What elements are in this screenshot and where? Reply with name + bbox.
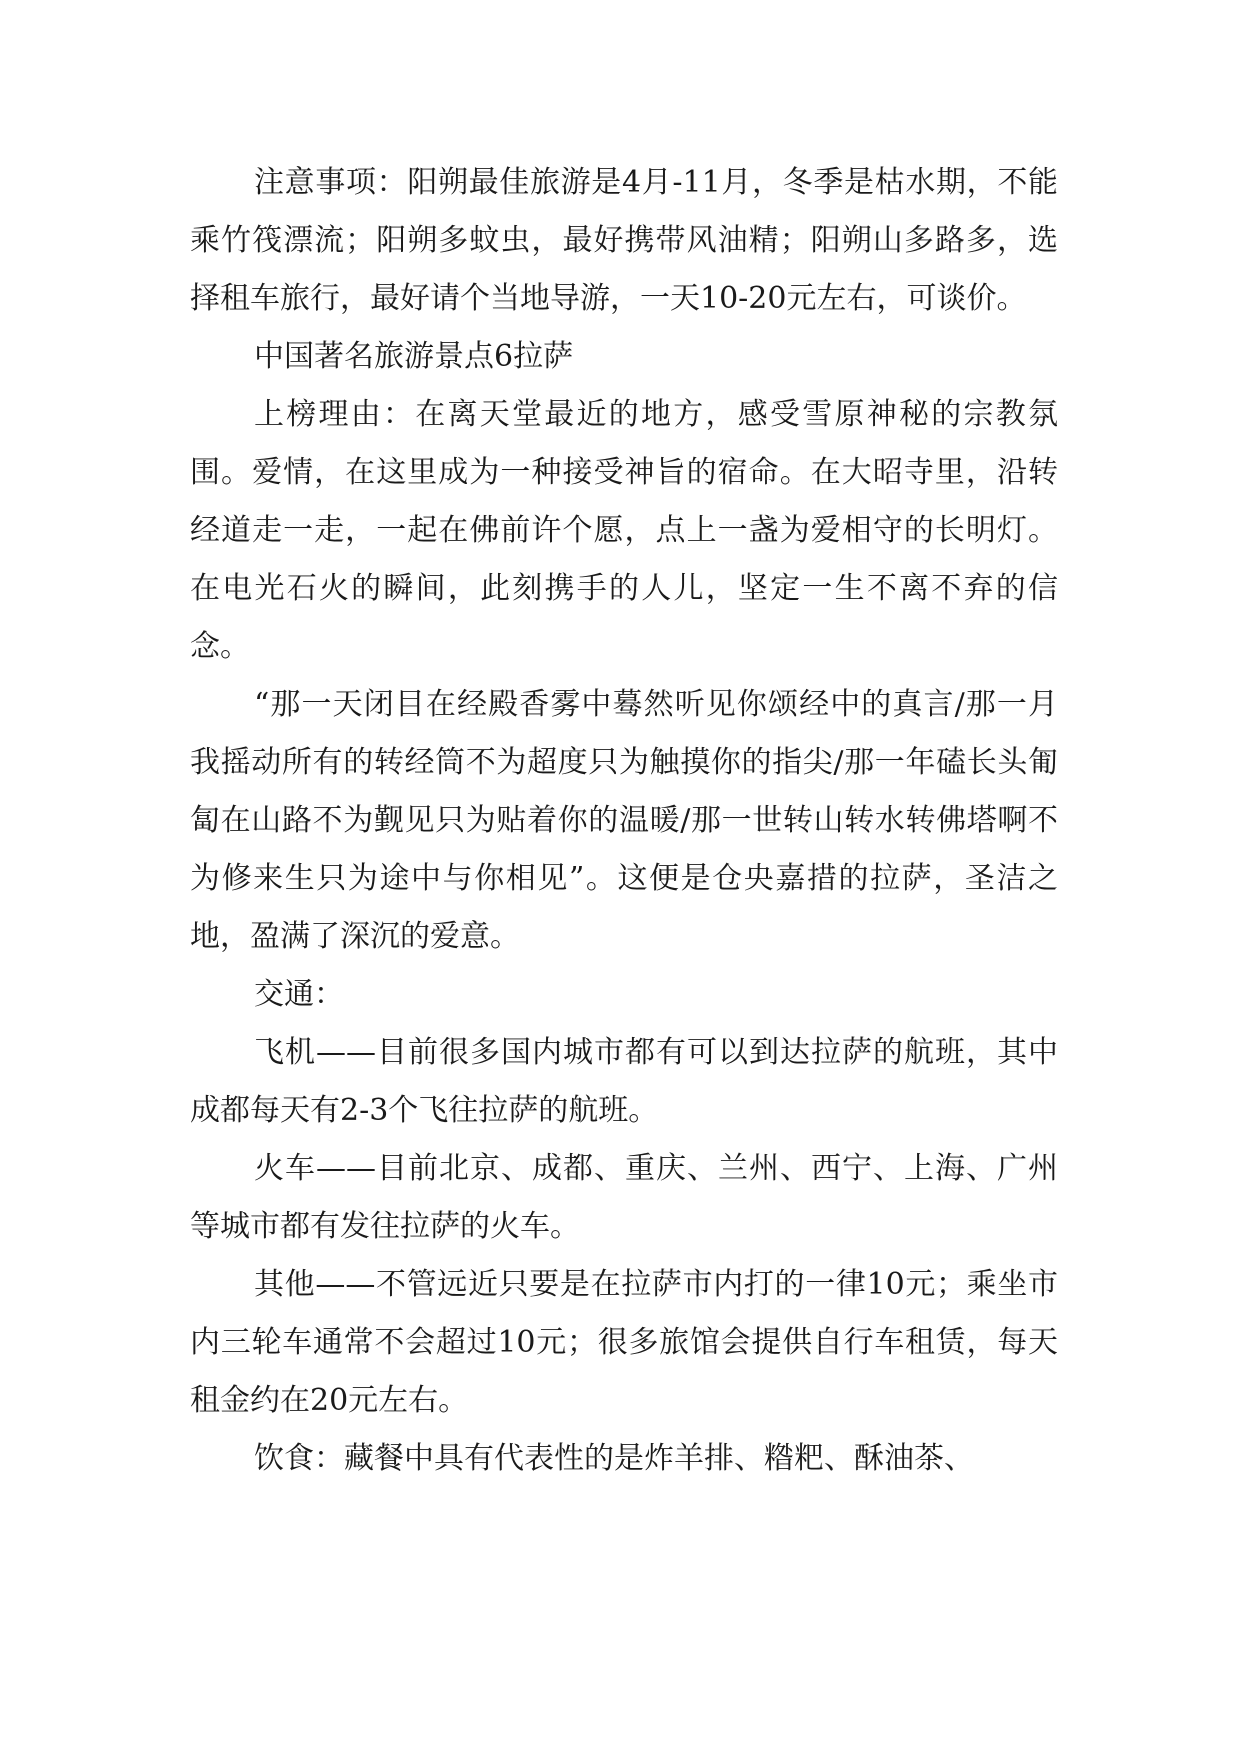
paragraph-notes: 注意事项：阳朔最佳旅游是4月-11月，冬季是枯水期，不能乘竹筏漂流；阳朔多蚊虫，最好携带风油精；阳朔山多路多，选择租车旅行，最好请个当地导游，一天10-20元左右，可谈价。	[190, 165, 1058, 316]
paragraph-trains: 火车——目前北京、成都、重庆、兰州、西宁、上海、广州等城市都有发往拉萨的火车。	[190, 1151, 1058, 1244]
section-heading-lhasa: 中国著名旅游景点6拉萨	[254, 339, 574, 374]
paragraph-flights: 飞机——目前很多国内城市都有可以到达拉萨的航班，其中成都每天有2-3个飞往拉萨的航班。	[190, 1035, 1058, 1128]
paragraph-transport-heading: 交通：	[254, 977, 344, 1012]
paragraph-poem-quote: “那一天闭目在经殿香雾中蓦然听见你颂经中的真言/那一月我摇动所有的转经筒不为超度只为触摸你的指尖/那一年磕长头匍匐在山路不为觐见只为贴着你的温暖/那一世转山转水转佛塔啊不为修来生只为途中与你相见”。这便是仓央嘉措的拉萨，圣洁之地，盈满了深沉的爱意。	[190, 687, 1058, 954]
paragraph-food: 饮食：藏餐中具有代表性的是炸羊排、糌粑、酥油茶、	[254, 1441, 974, 1476]
paragraph-other-transport: 其他——不管远近只要是在拉萨市内打的一律10元；乘坐市内三轮车通常不会超过10元；很多旅馆会提供自行车租赁，每天租金约在20元左右。	[190, 1267, 1058, 1418]
document-body	[190, 154, 1058, 1488]
paragraph-reason: 上榜理由：在离天堂最近的地方，感受雪原神秘的宗教氛围。爱情，在这里成为一种接受神旨的宿命。在大昭寺里，沿转经道走一走，一起在佛前许个愿，点上一盏为爱相守的长明灯。在电光石火的瞬间，此刻携手的人儿，坚定一生不离不弃的信念。	[190, 397, 1058, 664]
